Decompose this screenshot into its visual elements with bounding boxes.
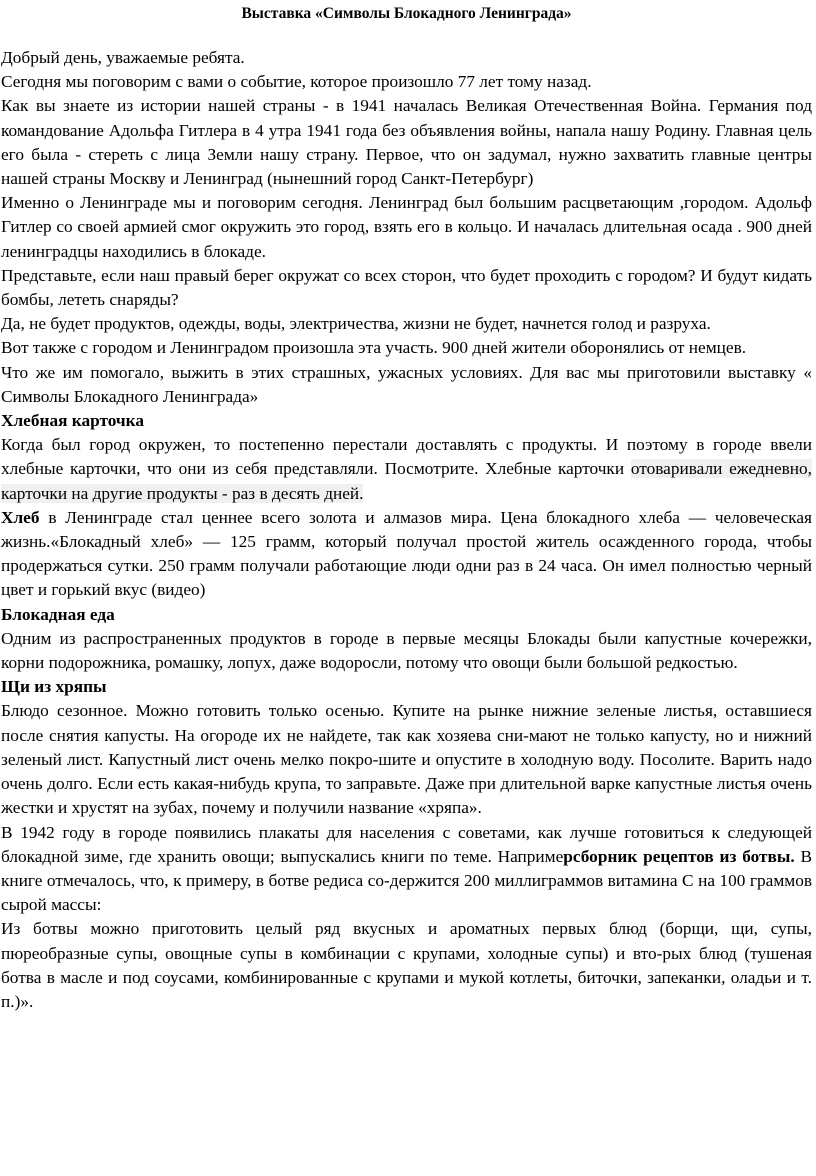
posters-text-continued: В книге отмечалось, что, к примеру, в ботве редиса со-держится 200 миллиграммов витамина С на 100 граммов сырой массы: — [1, 846, 812, 915]
bread-card-paragraph — [1, 433, 812, 506]
defense-paragraph: Вот также с городом и Ленинградом произошла эта участь. 900 дней жители оборонялись от немцев. — [1, 338, 747, 358]
recipes-paragraph: Из ботвы можно приготовить целый ряд вкусных и ароматных первых блюд (борщи, щи, супы, пюреобразные супы, овощные супы в комбинации с крупами, холодные супы) и вто-рых блюд (тушеная ботва в масле и под соусами, комбинированные с крупами и мукой котлеты, биточки, запеканки, оладьи и т. п.)». — [1, 919, 812, 1011]
document-title: Выставка «Символы Блокадного Ленинграда» — [241, 5, 572, 22]
greeting-paragraph: Добрый день, уважаемые ребята. — [1, 48, 245, 67]
history-paragraph: Как вы знаете из истории нашей страны - в 1941 началась Великая Отечественная Война. Германия под командование Адольфа Гитлера в 4 утра 1941 года без объявления войны, напала нашу Родину. Главная цель его была - стереть с лица Земли нашу страну. Первое, что он задумал, нужно захватить главные центры нашей страны Москву и Ленинград (нынешний город Санкт-Петербург) — [1, 96, 812, 189]
intro-paragraph: Сегодня мы поговорим с вами о событие, которое произошло 77 лет тому назад. — [1, 72, 592, 92]
bread-card-highlighted-text: отоваривали ежедневно, карточки на другие продукты - раз в десять дней. — [1, 459, 813, 503]
bread-card-text: Когда был город окружен, то постепенно перестали доставлять с продукты. И поэтому в городе ввели хлебные карточки, что они из себя представляли. Посмотрите. Хлебные карточки — [1, 435, 812, 479]
bread-text: в Ленинграде стал ценнее всего золота и алмазов мира. Цена блокадного хлеба — человеческая жизнь.«Блокадный хлеб» — 125 грамм, который получал простой житель осажденного города, чтобы продержаться сутки. 250 грамм получали работающие люди одни раз в 24 часа. Он имел полностью черный цвет и горький вкус (видео) — [1, 507, 812, 600]
blockade-food-heading: Блокадная еда — [1, 604, 115, 624]
document-page — [0, 3, 816, 1176]
blank-line — [1, 25, 812, 46]
bread-card-heading: Хлебная карточка — [1, 411, 145, 431]
soup-paragraph: Блюдо сезонное. Можно готовить только осенью. Купите на рынке нижние зеленые листья, оставшиеся после снятия капусты. На огороде их не найдете, так как хозяева сни-мают не только капусту, но и нижний зеленый лист. Капустный лист очень мелко покро-шите и опустите в холодную воду. Посолите. Варить надо очень долго. Если есть какая-нибудь крупа, то заправьте. Даже при длительной варке капустные листья очень жестки и хрустят на зубах, почему и получили название «хряпа». — [1, 701, 812, 818]
consequences-paragraph: Да, не будет продуктов, одежды, воды, электричества, жизни не будет, начнется голод и разруха. — [1, 314, 711, 334]
blockade-food-paragraph: Одним из распространенных продуктов в городе в первые месяцы Блокады были капустные кочережки, корни подорожника, ромашку, лопух, даже водоросли, потому что овощи были большой редкостью. — [1, 628, 812, 673]
imagine-paragraph: Представьте, если наш правый берег окружат со всех сторон, что будет проходить с городом? И будут кидать бомбы, лететь снаряды? — [1, 265, 812, 310]
recipe-book-bold-text: рсборник рецептов из ботвы. — [563, 846, 795, 866]
bread-bold-word: Хлеб — [1, 507, 40, 527]
bread-paragraph — [1, 506, 812, 603]
soup-heading: Щи из хряпы — [1, 677, 107, 697]
posters-text: В 1942 году в городе появились плакаты для населения с советами, как лучше готовиться к следующей блокадной зиме, где хранить овощи; выпускались книги по теме. Наприме — [1, 822, 812, 866]
posters-paragraph — [1, 821, 812, 918]
leningrad-paragraph: Именно о Ленинграде мы и поговорим сегодня. Ленинград был большим расцветающим ,городом. Адольф Гитлер со своей армией смог окружить это город, взять его в кольцо. И началась длительная осада . 900 дней ленинградцы находились в блокаде. — [1, 193, 812, 261]
exhibition-paragraph: Что же им помогало, выжить в этих страшных, ужасных условиях. Для вас мы приготовили выставку « Символы Блокадного Ленинграда» — [1, 362, 812, 406]
